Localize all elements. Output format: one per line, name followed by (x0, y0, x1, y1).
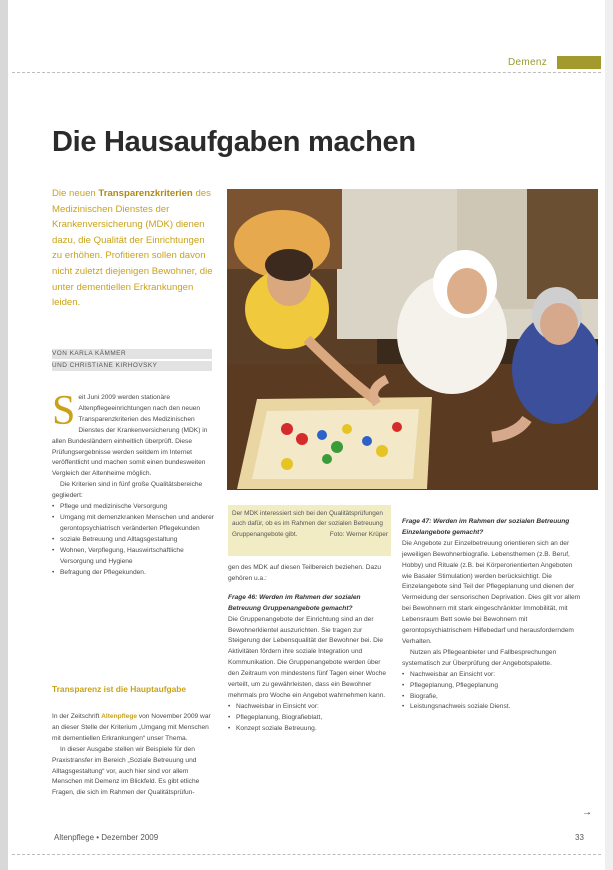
list-item: • Befragung der Pflegekunden. (52, 568, 214, 579)
column-1-continued (52, 712, 214, 799)
caption-text: Der MDK interessiert sich bei den Qualitätsprüfungen auch dafür, ob es im Rahmen der sozialen Betreuung Gruppenangebote gibt. (232, 510, 383, 538)
continue-arrow-icon: → (582, 807, 592, 818)
list-item: • Nachweisbar an Einsicht vor: (402, 670, 582, 681)
question-46: Frage 46: Werden im Rahmen der sozialen Betreuung Gruppenangebote gemacht? (228, 593, 361, 612)
quality-areas-list (52, 502, 214, 578)
p3-start: In der Zeitschrift (52, 713, 102, 720)
intro-bold-term: Transparenzkriterien (98, 188, 193, 199)
section-label: Demenz (508, 57, 548, 68)
col1-paragraph-3 (52, 712, 214, 745)
author-line-1: VON KARLA KÄMMER (52, 350, 127, 357)
list-item: • soziale Betreuung und Alltagsgestaltung (52, 535, 214, 546)
col2-paragraph-1: gen des MDK auf diesen Teilbereich beziehen. Dazu gehören u.a.: (228, 564, 382, 582)
column-1 (52, 388, 214, 578)
col3-paragraph-1: Die Angebote zur Einzelbetreuung orientieren sich an der jeweiligen Bewohnerbiografie. Lebensthemen (z.B. Beruf, Hobby) und Rituale (z.B. bei Körperorientierten Angeboten wie Basaler Stimulation) werden berücksichtigt. Die Einzelangebote sind Teil der Pflegeplanung und dienen der Vermeidung der sensorischen Deprivation. Dies gilt vor allem bei Bewohnern mit stark eingeschränkter Immobilität, mit Lebensraum Bett sowie bei Bewohnern mit gerontopsychiatrischem Hilfebedarf und herausforderndem Verhalten. (402, 539, 581, 645)
col2-paragraph-2: Die Gruppenangebote der Einrichtung sind an der Bewohnerklientel auszurichten. Sie tragen zur Steigerung der Lebensqualität der Bewohner bei. Die Aktivitäten fördern ihre soziale Integration und Kommunikation. Die Gruppenangebote werden über den Zeitraum von mindestens fünf Tagen einer Woche verteilt, um zu gewährleisten, dass ein Bewohner mehrmals pro Woche ein Angebot wahrnehmen kann. (228, 615, 387, 699)
page-edge (605, 0, 613, 870)
column-3 (402, 517, 582, 713)
section-color-bar (557, 56, 601, 69)
list-item: • Nachweisbar in Einsicht vor: (228, 702, 388, 713)
article-intro (52, 186, 214, 311)
list-item: • Pflegeplanung, Biografieblatt, (228, 713, 388, 724)
magazine-name: Altenpflege (101, 713, 138, 720)
footer-rule (12, 854, 601, 855)
col1-subheading: Transparenz ist die Hauptaufgabe (52, 684, 187, 694)
list-item: • Pflegeplanung, Pflegeplanung (402, 681, 582, 692)
evidence-list-1 (228, 702, 388, 735)
header-rule (12, 72, 601, 73)
list-item: • Leistungsnachweis soziale Dienst. (402, 702, 582, 713)
author-line-2: UND CHRISTIANE KIRHOVSKY (52, 362, 158, 369)
col1-lead: eit Juni 2009 werden stationäre Altenpflegeeinrichtungen nach den neuen Transparenzkriterien des Medizinischen Dienstes der Krankenversicherung (MDK) in allen Bundesländern einheitlich überprüft. Diese Prüfungsergebnisse werden seitdem im Internet veröffentlicht und machen somit einen bundesweiten Vergleich der Altenheime möglich. (52, 394, 208, 478)
col3-paragraph-2: Nutzen als Pflegeanbieter und Fallbesprechungen systematisch zur Überprüfung der Angebotspalette. (402, 648, 557, 667)
p3-end: von November 2009 war an dieser Stelle der Kriterium „Umgang mit Menschen mit dementiellen Erkrankungen“ unser Thema. (52, 713, 211, 742)
article-title: Die Hausaufgaben machen (52, 126, 416, 158)
caption-credit: Foto: Werner Krüper (329, 530, 388, 538)
list-item: • Pflege und medizinische Versorgung (52, 502, 214, 513)
evidence-list-2 (402, 670, 582, 714)
col1-paragraph-4: In dieser Ausgabe stellen wir Beispiele für den Praxistransfer im Bereich „Soziale Betreuung und Alltagsgestaltung“ vor, auch hier sind vor allem Menschen mit Demenz im Blickfeld. Es gibt etliche Fragen, die sich im Rahmen der Qualitätsprüfun- (52, 745, 200, 797)
footer-publication: Altenpflege • Dezember 2009 (54, 833, 159, 842)
list-item: • Konzept soziale Betreuung. (228, 724, 388, 735)
intro-text-start: Die neuen (52, 188, 99, 199)
list-item: • Biografie, (402, 692, 582, 703)
article-photo (227, 189, 598, 490)
intro-text-end: des Medizinischen Dienstes der Krankenversicherung (MDK) dienen dazu, die Qualität der Einrichtungen zu erhöhen. Profitieren sollen davon nicht zuletzt diejenigen Bewohner, die unter dementiellen Erkrankungen leiden. (52, 188, 213, 309)
dropcap: S (52, 388, 76, 434)
photo-board-game-icon (227, 189, 598, 490)
photo-caption (232, 509, 388, 540)
list-item: • Wohnen, Verpflegung, Hauswirtschaftliche Versorgung und Hygiene (52, 546, 214, 568)
page-gutter (0, 0, 8, 870)
page-number: 33 (575, 833, 584, 842)
question-47: Frage 47: Werden im Rahmen der sozialen Betreuung Einzelangebote gemacht? (402, 518, 570, 536)
column-2 (228, 563, 388, 735)
list-item: • Umgang mit demenzkranken Menschen und anderer gerontopsychiatrisch veränderten Pflegekunden (52, 513, 214, 535)
col1-paragraph-2: Die Kriterien sind in fünf große Qualitätsbereiche gegliedert: (52, 481, 203, 500)
